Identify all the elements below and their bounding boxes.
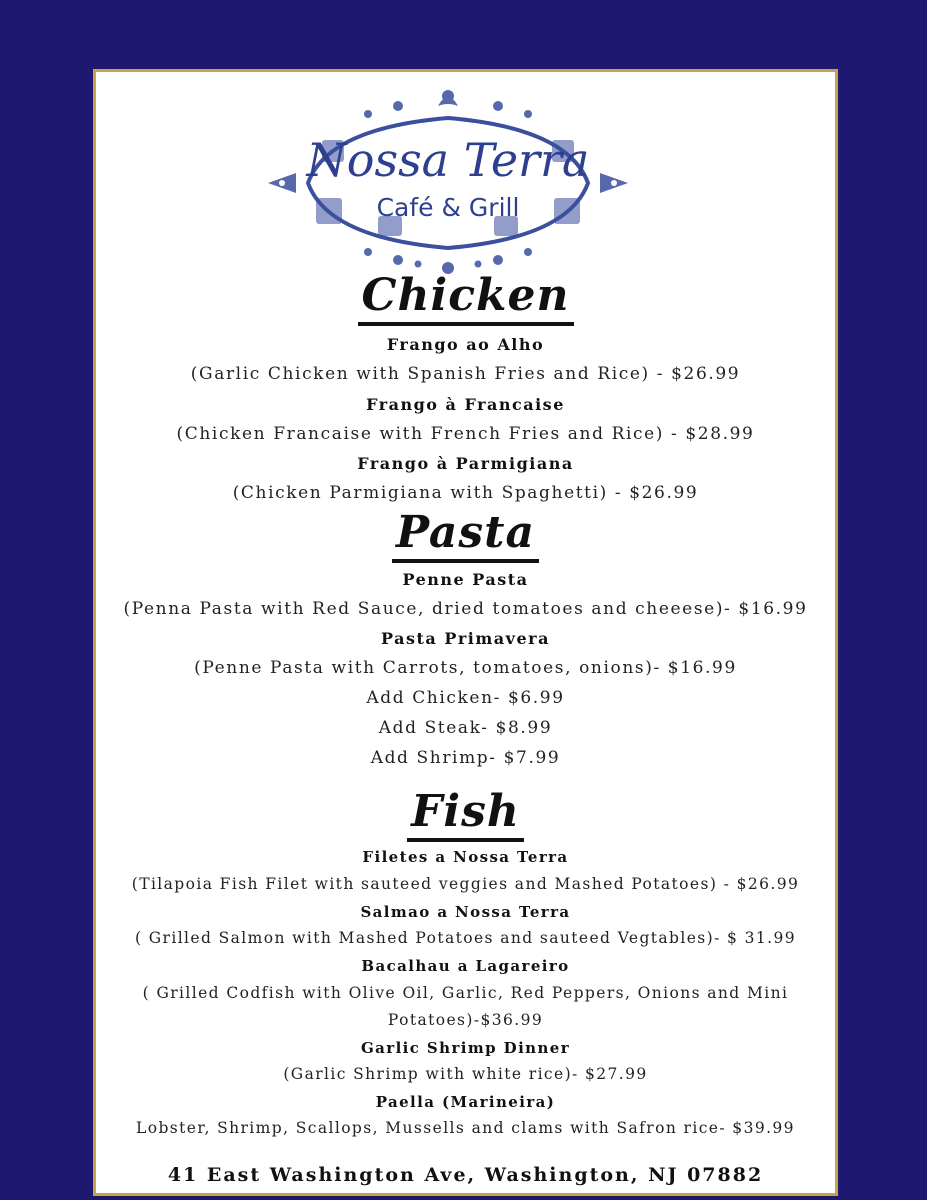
restaurant-logo (268, 88, 628, 278)
menu-item-name: Bacalhau a Lagareiro (361, 957, 570, 975)
menu-item-name: Frango ao Alho (386, 335, 545, 354)
menu-item-desc: ( Grilled Salmon with Mashed Potatoes and sauteed Vegtables)- $ 31.99 (134, 929, 797, 947)
menu-addon: Add Chicken- $6.99 (366, 688, 565, 708)
menu-item-name: Salmao a Nossa Terra (360, 903, 571, 921)
menu-item-desc: (Tilapoia Fish Filet with sauteed veggies and Mashed Potatoes) - $26.99 (131, 875, 800, 893)
logo-brand-name: Nossa Terra (306, 133, 590, 187)
logo-tagline: Café & Grill (376, 193, 520, 222)
menu-item-desc: (Chicken Francaise with French Fries and Rice) - $28.99 (176, 424, 755, 444)
menu-item-name: Penne Pasta (402, 570, 529, 589)
restaurant-address: 41 East Washington Ave, Washington, NJ 07882 (167, 1164, 764, 1186)
menu-item-name: Paella (Marineira) (375, 1093, 556, 1111)
menu-page (93, 69, 838, 1196)
section-title-fish: Fish (96, 788, 835, 842)
section-title-chicken: Chicken (96, 272, 835, 326)
menu-item-name: Garlic Shrimp Dinner (360, 1039, 571, 1057)
menu-item-desc: (Garlic Shrimp with white rice)- $27.99 (283, 1065, 648, 1083)
menu-item-desc: (Penna Pasta with Red Sauce, dried tomatoes and cheeese)- $16.99 (123, 599, 808, 619)
menu-item-desc: ( Grilled Codfish with Olive Oil, Garlic, Red Peppers, Onions and Mini (142, 984, 789, 1002)
menu-item-desc: Potatoes)-$36.99 (387, 1011, 544, 1029)
menu-item-desc: Lobster, Shrimp, Scallops, Mussells and clams with Safron rice- $39.99 (136, 1119, 795, 1137)
menu-item-desc: (Chicken Parmigiana with Spaghetti) - $26.99 (232, 483, 699, 503)
menu-item-name: Filetes a Nossa Terra (362, 848, 569, 866)
tile-ornament-logo (268, 88, 628, 278)
menu-addon: Add Steak- $8.99 (378, 718, 553, 738)
menu-item-name: Frango à Parmigiana (357, 454, 574, 473)
menu-item-name: Frango à Francaise (366, 395, 565, 414)
menu-item-desc: (Garlic Chicken with Spanish Fries and Rice) - $26.99 (190, 364, 741, 384)
section-title-pasta: Pasta (96, 509, 835, 563)
menu-item-desc: (Penne Pasta with Carrots, tomatoes, onions)- $16.99 (194, 658, 737, 678)
menu-addon: Add Shrimp- $7.99 (370, 748, 561, 768)
menu-item-name: Pasta Primavera (381, 629, 550, 648)
